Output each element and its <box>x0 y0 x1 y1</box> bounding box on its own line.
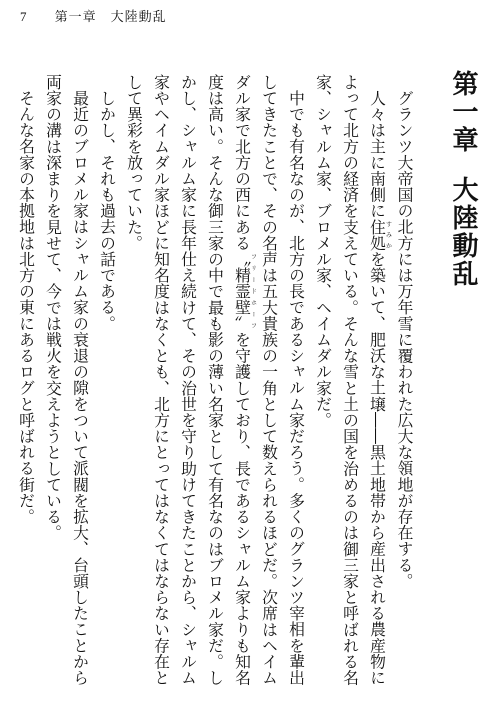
chapter-number: 第一章 <box>448 70 478 154</box>
paragraph-4: しかし、それも過去の話である。 <box>97 89 117 332</box>
page-number: 7 <box>20 9 28 24</box>
chapter-title <box>445 70 482 288</box>
chapter-name: 大陸動乱 <box>448 176 478 288</box>
paragraph-5: 最近のブロメル家はシャルム家の衰退の隙をついて派閥を拡大、台頭したことから両家の溝は深まりを見せて、今では戦火を交えようとしている。 <box>43 74 90 686</box>
ruby-annotation: 住処すみか <box>367 218 392 251</box>
running-header-chapter: 第一章 大陸動乱 <box>54 10 167 25</box>
paragraph-1: グランツ大帝国の北方には万年雪に覆われた広大な領地が存在する。 <box>395 89 414 589</box>
paragraph-3: 中でも有名なのが、北方の長であるシャルム家だろう。多くのグランツ宰相を輩出してきたことで、その名声は五大貴族の一角として数えられるほどだ。次席はヘイムダル家で北方の西にある〝精霊壁〟フリードホーフを守護しており、長であるシャルム家よりも知名度は高い。そんな御三家の中で最も影の薄い名家として有名なのはブロメル家だ。しかし、シャルム家に長年仕え続けて、その治世を守り助けてきたことから、シャルム家やヘイムダル家ほどに知名度はなくとも、北方にとってはなくてはならない存在として異彩を放っていた。 <box>124 74 306 686</box>
paragraph-6: そんな名家の本拠地は北方の東にあるログと呼ばれる街だ。 <box>16 89 36 525</box>
ruby-annotation: 〝精霊壁〟フリードホーフ <box>232 251 257 332</box>
body-text <box>13 74 419 694</box>
running-header <box>20 6 167 25</box>
paragraph-2: 人々は主に南側に住処すみかを築いて、肥沃な土壌――黒土地帯から産出される農産物によって北方の経済を支えている。そんな雪と土の国を治めるのは御三家と呼ばれる名家、シャルム家、ブロメル家、ヘイムダル家だ。 <box>313 74 392 686</box>
